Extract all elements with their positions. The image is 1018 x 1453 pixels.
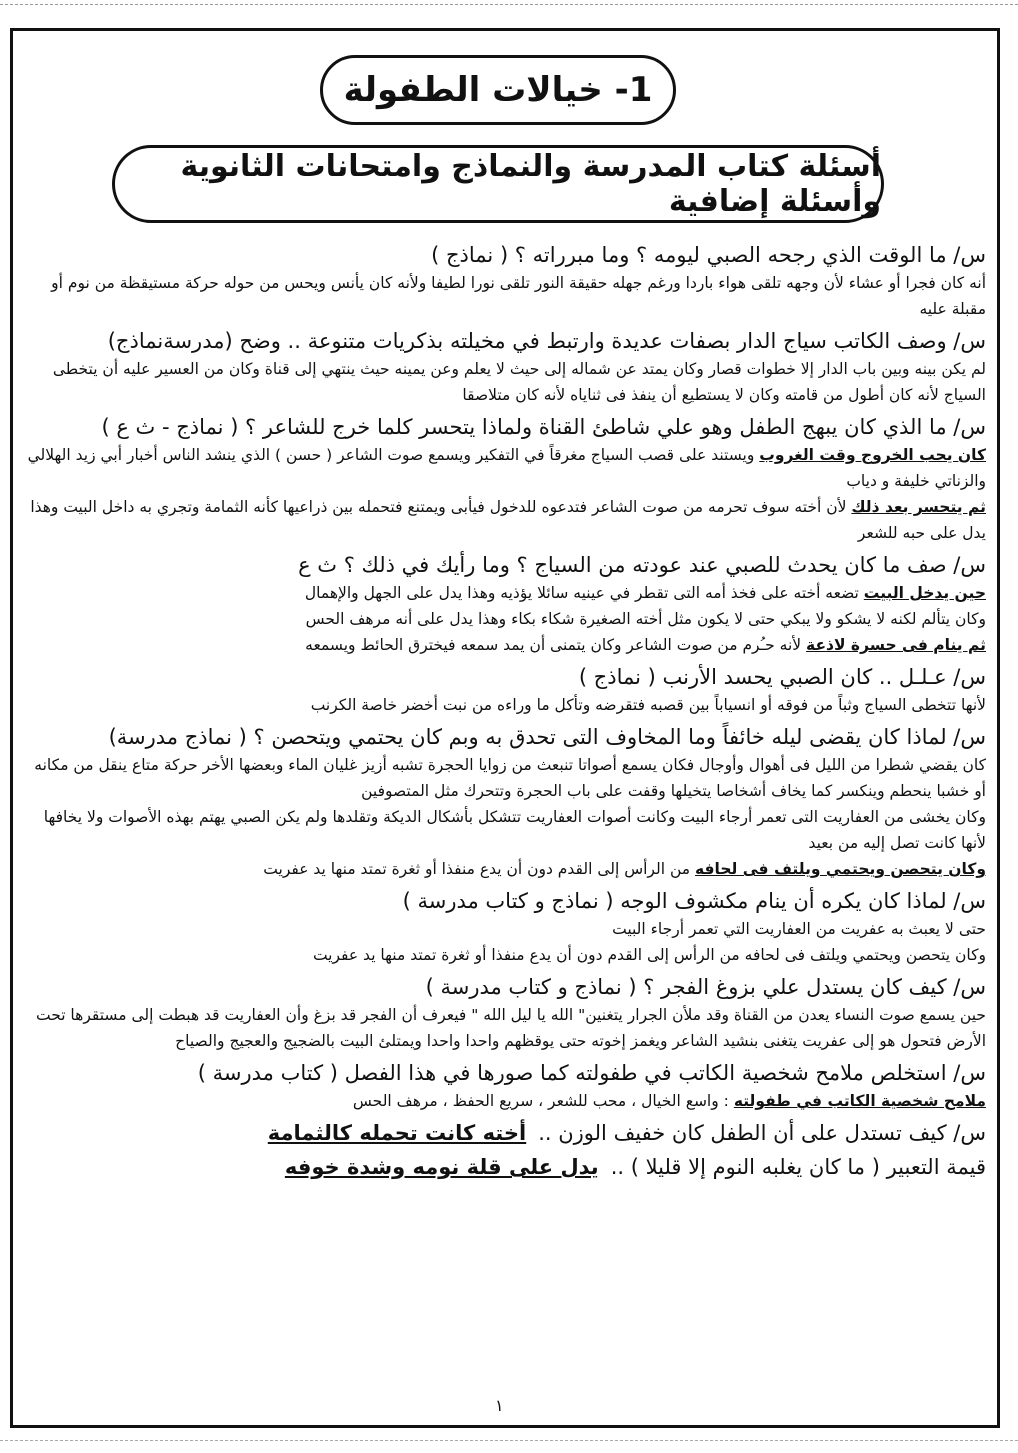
answer-text: وكان يتألم لكنه لا يشكو ولا يبكي حتى لا يكون مثل أخته الصغيرة شكاء بكاء وهذا يدل على أنه مرهف الحس xyxy=(305,610,986,628)
question-text: س/ لماذا كان يقضى ليله خائفاً وما المخاوف التى تحدق به وبم كان يحتمي ويتحصن ؟ ( نماذج مدرسة) xyxy=(108,725,986,749)
question-item xyxy=(22,550,986,658)
question-text: س/ عـلـل .. كان الصبي يحسد الأرنب ( نماذج ) xyxy=(578,665,986,689)
answer-key-phrase: ثم ينام فى حسرة لاذعة xyxy=(806,636,986,654)
answer-paragraph xyxy=(22,1088,986,1114)
answer-text: لأن أخته سوف تحرمه من صوت الشاعر فتدعوه للدخول فيأبى ويمتنع فتحمله بين ذراعيها كأنه الثمامة وتجري به داخل البيت وهذا يدل على حبه للشعر xyxy=(30,498,986,542)
question-item xyxy=(22,662,986,718)
answer-text: لأنه حـُرم من صوت الشاعر وكان يتمنى أن يمد سمعه فيخترق الحائط ويسمعه xyxy=(305,636,807,654)
answer-text: حتى لا يعبث به عفريت من العفاريت التي تعمر أرجاء البيت xyxy=(612,920,986,938)
answer-text: لأنها تتخطى السياج وثباً من فوقه أو انسياباً بين قصبه فتقرضه وتأكل ما وراءه من نبت أخضر خاصة الكرنب xyxy=(310,696,986,714)
question-item xyxy=(22,412,986,546)
answer-paragraph xyxy=(22,442,986,494)
answer-text: وكان يتحصن ويحتمي ويلتف فى لحافه من الرأس إلى القدم دون أن يدع منفذا أو ثغرة تمتد منها يد عفريت xyxy=(312,946,986,964)
answer-text: لم يكن بينه وبين باب الدار إلا خطوات قصار وكان يمتد عن شماله إلى حيث لا يعلم وعن يمينه حيث ينتهي إلى قناة وكان من العسير عليه أن يتخطى السياج لأنه كان أطول من قامته وكان لا يستطيع أن ينفذ فى ثناياه لأنه كان متلاصقا xyxy=(52,360,986,404)
answer-paragraph xyxy=(22,856,986,882)
question-text: س/ كيف كان يستدل علي بزوغ الفجر ؟ ( نماذج و كتاب مدرسة ) xyxy=(425,975,986,999)
question-item xyxy=(22,886,986,968)
question-text: س/ صف ما كان يحدث للصبي عند عودته من السياج ؟ وما رأيك في ذلك ؟ ث ع xyxy=(298,553,986,577)
page-subtitle: أسئلة كتاب المدرسة والنماذج وامتحانات الثانوية وأسئلة إضافية xyxy=(180,149,881,219)
answer-text: حين يسمع صوت النساء يعدن من القناة وقد ملأن الجرار يتغنين" الله يا ليل الله " فيعرف أن الفجر قد بزغ وأن العفاريت قد هبطت إلى مستقرها تحت الأرض فتحول هو إلى عفريت يتغنى بنشيد الشاعر ويغمز إخوته حتى يوقظهم واحدا واحدا ويمتلئ البيت بالضجيج والعجيج والصياح xyxy=(35,1006,986,1050)
question-item xyxy=(22,972,986,1054)
answer-text: ويستند على قصب السياج مغرقاً في التفكير ويسمع صوت الشاعر ( حسن ) الذي ينشد الناس أخبار أبي زيد الهلالي والزناتي خليفة و دياب xyxy=(27,446,986,490)
answer-text: من الرأس إلى القدم دون أن يدع منفذا أو ثغرة تمتد منها يد عفريت xyxy=(263,860,695,878)
page-title: 1- خيالات الطفولة xyxy=(343,70,653,110)
question-text: س/ ما الذي كان يبهج الطفل وهو علي شاطئ القناة ولماذا يتحسر كلما خرج للشاعر ؟ ( نماذج - ث ع ) xyxy=(101,415,986,439)
answer-text: وكان يخشى من العفاريت التى تعمر أرجاء البيت وكانت أصوات العفاريت تتشكل بأشكال الديكة وتقلدها ولم يكن الصبي يهتم بهذه الأصوات ولا يخافها لأنها كانت تصل إليه من بعيد xyxy=(43,808,986,852)
answer-paragraph xyxy=(22,580,986,606)
title-banner xyxy=(320,55,676,125)
answer-key-phrase: يدل على قلة نومه وشدة خوفه xyxy=(284,1155,599,1179)
question-line xyxy=(22,1152,986,1182)
bottom-dashed-rule xyxy=(0,1440,1018,1442)
question-text: س/ ما الوقت الذي رجحه الصبي ليومه ؟ وما مبرراته ؟ ( نماذج ) xyxy=(431,243,986,267)
answer-text: : واسع الخيال ، محب للشعر ، سريع الحفظ ، مرهف الحس xyxy=(352,1092,734,1110)
question-item xyxy=(22,1118,986,1182)
question-item xyxy=(22,240,986,322)
answer-text: أنه كان فجرا أو عشاء لأن وجهه تلقى هواء باردا ورغم جهله حقيقة النور تلقى نورا لطيفا ولأنه كان يأنس ويحس من حوله حركة مستيقظة من نوم أو مقبلة عليه xyxy=(51,274,986,318)
answer-key-phrase: ثم يتحسر بعد ذلك xyxy=(851,498,986,516)
answer-text: كان يقضي شطرا من الليل فى أهوال وأوجال فكان يسمع أصواتا تنبعث من زوايا الحجرة تشبه أزيز غليان الماء وبعضها الأخر حركة متاع ينقل من مكانه أو خشبا ينحطم وينكسر كما يخاف أشخاصا يتخيلها وقفت على باب الحجرة وتتحرك مثل المتصوفين xyxy=(34,756,986,800)
answer-paragraph xyxy=(22,632,986,658)
question-item xyxy=(22,1058,986,1114)
answer-key-phrase: كان يحب الخروج وقت الغروب xyxy=(759,446,986,464)
answer-key-phrase: وكان يتحصن ويحتمي ويلتف فى لحافه xyxy=(694,860,986,878)
answer-key-phrase: ملامح شخصية الكاتب في طفولته xyxy=(733,1092,986,1110)
question-item xyxy=(22,326,986,408)
question-line xyxy=(22,1118,986,1148)
top-dashed-rule xyxy=(0,4,1018,6)
answer-key-phrase: حين يدخل البيت xyxy=(863,584,986,602)
answer-paragraph xyxy=(22,494,986,546)
question-text: س/ وصف الكاتب سياج الدار بصفات عديدة وارتبط في مخيلته بذكريات متنوعة .. وضح (مدرسةنماذج) xyxy=(107,329,986,353)
answer-key-phrase: أخته كانت تحمله كالثمامة xyxy=(267,1121,527,1145)
questions-list xyxy=(22,236,986,1182)
page-number: ١ xyxy=(495,1396,504,1415)
answer-text: تضعه أخته على فخذ أمه التى تقطر في عينيه سائلا يؤذيه وهذا يدل على الجهل والإهمال xyxy=(304,584,864,602)
question-text: س/ لماذا كان يكره أن ينام مكشوف الوجه ( نماذج و كتاب مدرسة ) xyxy=(402,889,986,913)
question-text: قيمة التعبير ( ما كان يغلبه النوم إلا قليلا ) .. xyxy=(610,1155,986,1179)
subtitle-banner xyxy=(112,145,884,223)
question-item xyxy=(22,722,986,882)
question-text: س/ كيف تستدل على أن الطفل كان خفيف الوزن .. xyxy=(538,1121,986,1145)
question-text: س/ استخلص ملامح شخصية الكاتب في طفولته كما صورها في هذا الفصل ( كتاب مدرسة ) xyxy=(197,1061,986,1085)
